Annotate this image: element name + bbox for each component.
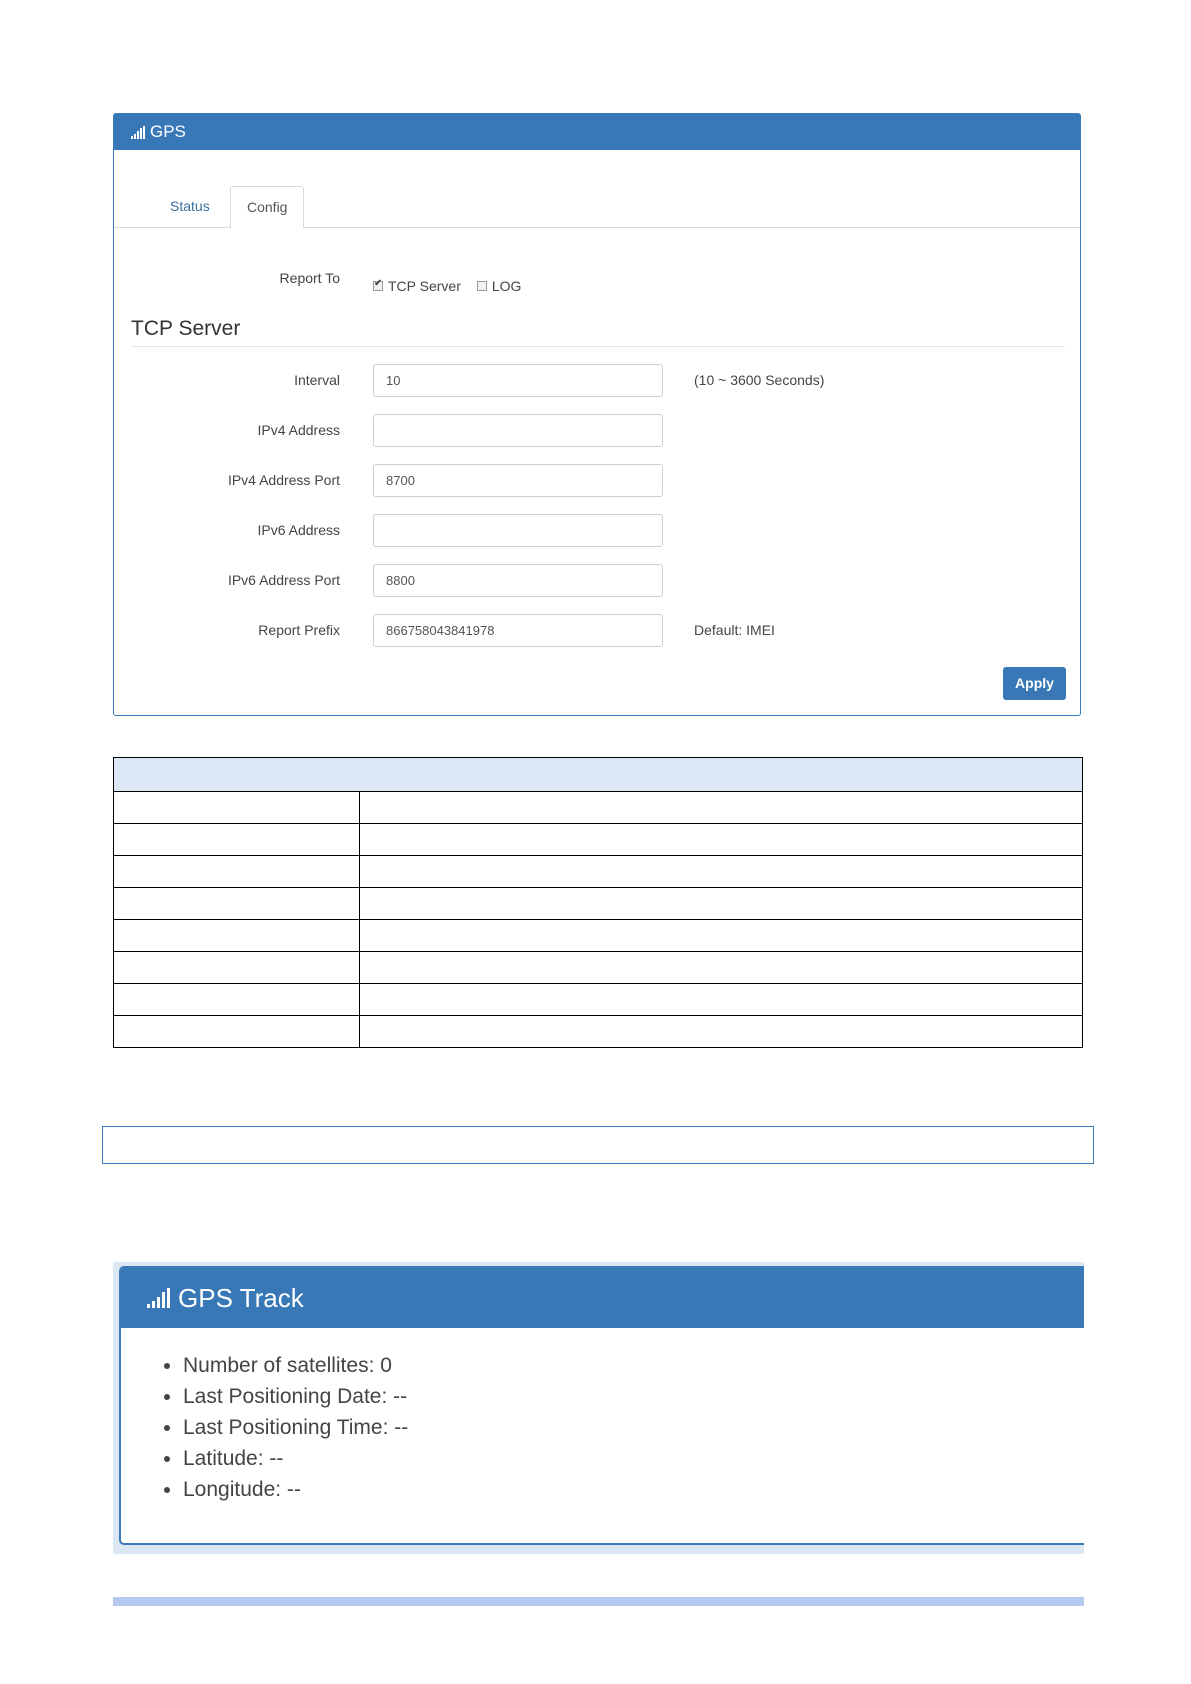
tab-bar	[114, 186, 1080, 228]
interval-label: Interval	[294, 372, 340, 388]
ipv6-port-label: IPv6 Address Port	[227, 572, 340, 588]
table-cell	[114, 824, 360, 856]
table-row	[114, 920, 1083, 952]
signal-icon	[147, 1288, 170, 1308]
table-cell	[114, 792, 360, 824]
tcp-server-checkbox[interactable]	[373, 281, 383, 291]
table-cell	[360, 824, 1083, 856]
table-cell	[360, 888, 1083, 920]
parameter-table	[113, 757, 1083, 1048]
ipv6-address-input[interactable]	[373, 514, 663, 547]
gps-config-panel	[113, 113, 1081, 716]
table-cell	[360, 920, 1083, 952]
ipv6-address-label: IPv6 Address	[257, 522, 340, 538]
table-cell	[114, 920, 360, 952]
table-cell	[360, 856, 1083, 888]
report-prefix-label: Report Prefix	[258, 622, 340, 638]
gps-track-panel	[119, 1266, 1084, 1545]
table-cell	[114, 1016, 360, 1048]
table-row	[114, 984, 1083, 1016]
report-prefix-input[interactable]: 866758043841978	[373, 614, 663, 647]
log-checkbox[interactable]	[477, 281, 487, 291]
ipv6-port-input[interactable]: 8800	[373, 564, 663, 597]
latitude: • Latitude: --	[183, 1443, 1084, 1474]
apply-button[interactable]: Apply	[1003, 667, 1066, 700]
bottom-divider-bar	[113, 1597, 1084, 1606]
table-cell	[360, 1016, 1083, 1048]
log-option-label: LOG	[491, 278, 522, 294]
ipv4-address-label: IPv4 Address	[257, 422, 340, 438]
table-cell	[360, 952, 1083, 984]
last-positioning-time: • Last Positioning Time: --	[183, 1412, 1084, 1443]
table-cell	[360, 792, 1083, 824]
table-row	[114, 1016, 1083, 1048]
report-to-options	[373, 278, 521, 294]
ipv4-address-input[interactable]	[373, 414, 663, 447]
table-cell	[114, 888, 360, 920]
table-row	[114, 792, 1083, 824]
interval-input[interactable]: 10	[373, 364, 663, 397]
track-panel-header	[121, 1268, 1084, 1328]
panel-title: GPS	[150, 122, 186, 141]
table-row	[114, 952, 1083, 984]
last-positioning-date: • Last Positioning Date: --	[183, 1381, 1084, 1412]
track-panel-title: GPS Track	[178, 1282, 304, 1313]
table-row	[114, 888, 1083, 920]
table-header-row	[114, 758, 1083, 792]
tcp-server-option-label: TCP Server	[388, 278, 461, 294]
ipv4-port-label: IPv4 Address Port	[227, 472, 340, 488]
report-to-label: Report To	[279, 270, 340, 286]
table-cell	[114, 856, 360, 888]
satellites-count: • Number of satellites: 0	[183, 1350, 1084, 1381]
caption-box	[102, 1126, 1094, 1164]
table-cell	[114, 952, 360, 984]
section-title: TCP Server	[131, 317, 241, 340]
interval-hint: (10 ~ 3600 Seconds)	[694, 372, 825, 388]
table-row	[114, 824, 1083, 856]
tab-status[interactable]: Status	[170, 198, 210, 214]
track-info-list	[183, 1350, 1084, 1505]
tab-config[interactable]: Config	[230, 186, 304, 229]
report-prefix-hint: Default: IMEI	[694, 622, 775, 638]
table-cell	[360, 984, 1083, 1016]
section-divider	[131, 346, 1065, 347]
signal-icon	[131, 126, 145, 139]
panel-header	[114, 114, 1080, 150]
table-cell	[114, 984, 360, 1016]
ipv4-port-input[interactable]: 8700	[373, 464, 663, 497]
table-header-cell	[114, 758, 1083, 792]
longitude: • Longitude: --	[183, 1474, 1084, 1505]
table-row	[114, 856, 1083, 888]
